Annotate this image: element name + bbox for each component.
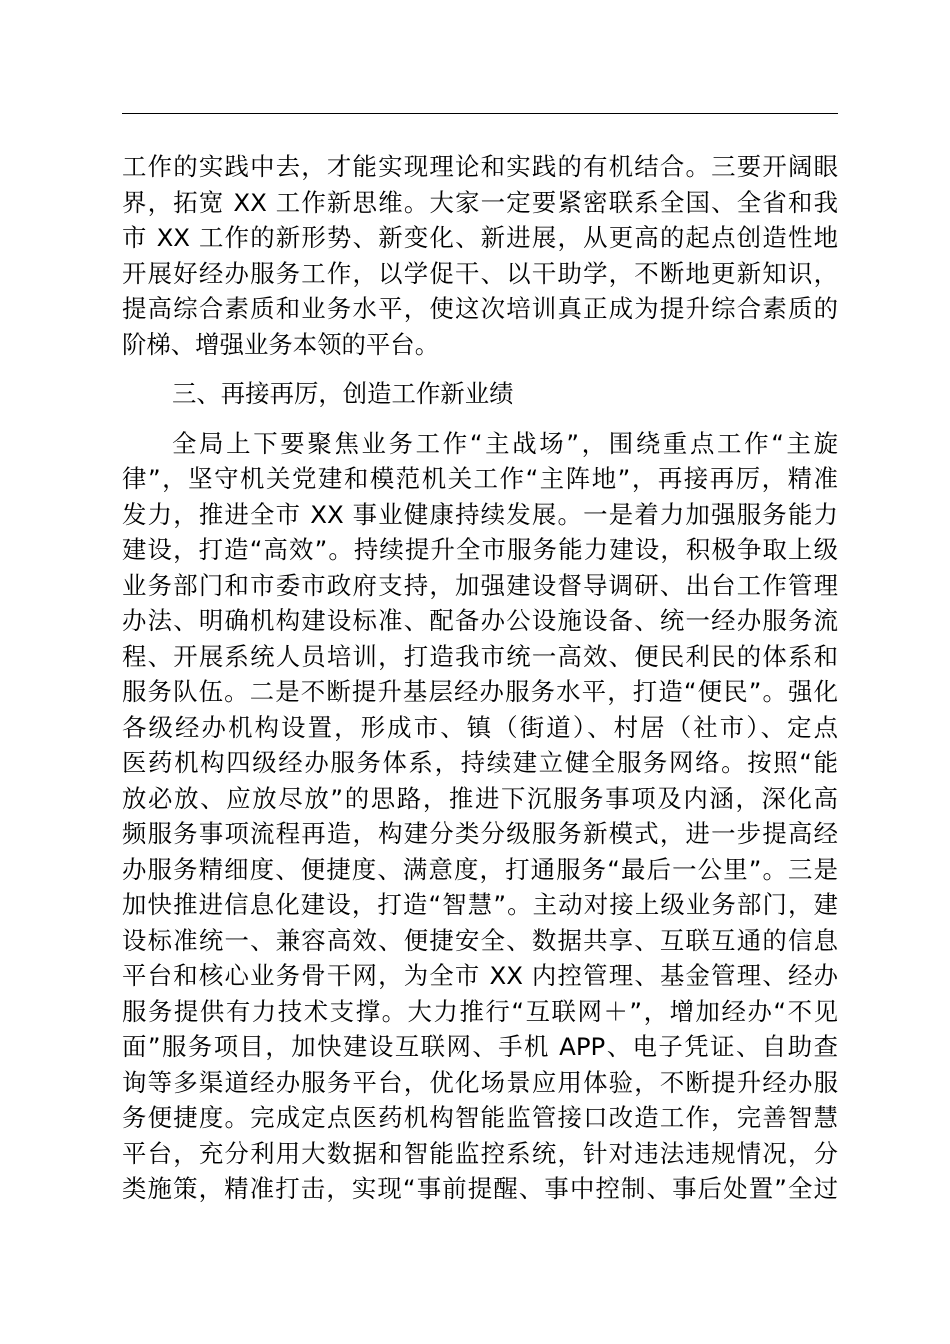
text-line: 面”服务项目，加快建设互联网、手机 APP、电子凭证、自助查 (122, 1032, 838, 1061)
text-line: 放必放、应放尽放”的思路，推进下沉服务事项及内涵，深化高 (122, 783, 838, 813)
text-line: 办法、明确机构建设标准、配备办公设施设备、统一经办服务流 (122, 606, 838, 635)
text-line: 设标准统一、兼容高效、便捷安全、数据共享、互联互通的信息 (122, 925, 838, 955)
text-line: 市 XX 工作的新形势、新变化、新进展，从更高的起点创造性地 (122, 223, 838, 252)
document-body (122, 149, 838, 1207)
text-line: 律”，坚守机关党建和模范机关工作“主阵地”，再接再厉，精准 (122, 464, 838, 493)
text-line: 阶梯、增强业务本领的平台。 (122, 329, 440, 359)
text-line: 业务部门和市委市政府支持，加强建设督导调研、出台工作管理 (122, 570, 838, 600)
text-line: 医药机构四级经办服务体系，持续建立健全服务网络。按照“能 (122, 748, 838, 777)
text-line: 程、开展系统人员培训，打造我市统一高效、便民利民的体系和 (122, 641, 838, 671)
text-line: 发力，推进全市 XX 事业健康持续发展。一是着力加强服务能力 (122, 499, 838, 529)
text-line: 类施策，精准打击，实现“事前提醒、事中控制、事后处置”全过 (122, 1174, 838, 1203)
text-line: 建设，打造“高效”。持续提升全市服务能力建设，积极争取上级 (122, 535, 838, 564)
text-line: 各级经办机构设置，形成市、镇（街道）、村居（社市）、定点 (122, 712, 838, 742)
text-line: 频服务事项流程再造，构建分类分级服务新模式，进一步提高经 (122, 819, 838, 848)
text-line: 开展好经办服务工作，以学促干、以干助学，不断地更新知识， (122, 258, 838, 288)
section-heading: 三、再接再厉，创造工作新业绩 (172, 379, 514, 408)
text-line: 询等多渠道经办服务平台，优化场景应用体验，不断提升经办服 (122, 1067, 838, 1097)
text-line: 工作的实践中去，才能实现理论和实践的有机结合。三要开阔眼 (122, 152, 838, 181)
text-line: 服务提供有力技术支撑。大力推行“互联网＋”，增加经办“不见 (122, 996, 838, 1026)
text-line: 服务队伍。二是不断提升基层经办服务水平，打造“便民”。强化 (122, 677, 838, 706)
text-line: 办服务精细度、便捷度、满意度，打通服务“最后一公里”。三是 (122, 854, 838, 884)
text-line: 加快推进信息化建设，打造“智慧”。主动对接上级业务部门，建 (122, 890, 838, 919)
text-line: 务便捷度。完成定点医药机构智能监管接口改造工作，完善智慧 (122, 1103, 838, 1132)
paragraph-2 (122, 426, 838, 1207)
text-line: 平台，充分利用大数据和智能监控系统，针对违法违规情况，分 (122, 1138, 838, 1168)
text-line: 提高综合素质和业务水平，使这次培训真正成为提升综合素质的 (122, 294, 838, 323)
text-line: 界，拓宽 XX 工作新思维。大家一定要紧密联系全国、全省和我 (122, 187, 838, 217)
header-rule (122, 113, 838, 114)
text-line: 全局上下要聚焦业务工作“主战场”，围绕重点工作“主旋 (172, 428, 838, 458)
text-line: 平台和核心业务骨干网，为全市 XX 内控管理、基金管理、经办 (122, 961, 838, 990)
paragraph-1 (122, 149, 838, 362)
